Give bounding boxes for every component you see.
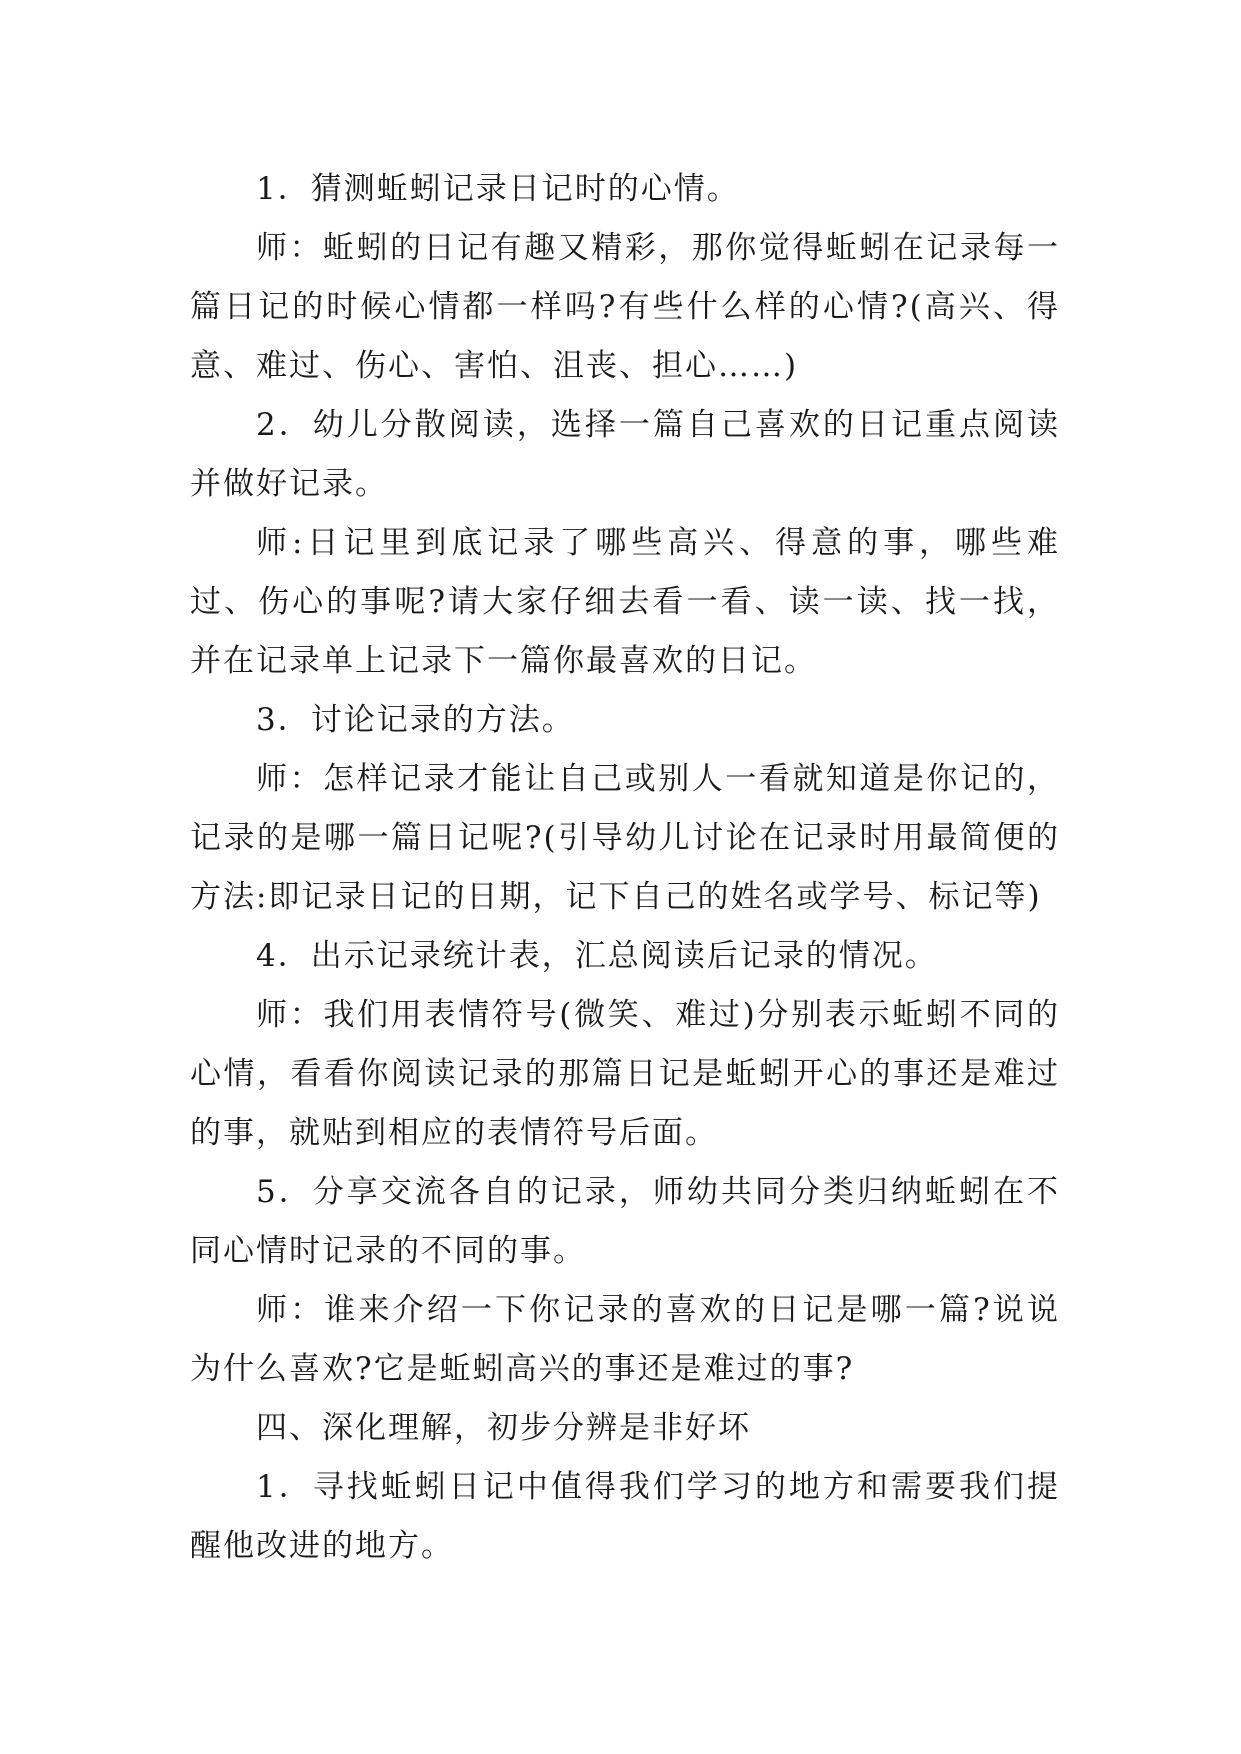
paragraph-teacher-mood-question: 师：蚯蚓的日记有趣又精彩，那你觉得蚯蚓在记录每一篇日记的时候心情都一样吗?有些什么样的心情?(高兴、得意、难过、伤心、害怕、沮丧、担心……) — [190, 230, 1060, 384]
paragraph-find-lessons: 1．寻找蚯蚓日记中值得我们学习的地方和需要我们提醒他改进的地方。 — [190, 1469, 1060, 1564]
paragraph-scattered-reading: 2．幼儿分散阅读，选择一篇自己喜欢的日记重点阅读并做好记录。 — [190, 407, 1060, 502]
paragraph-teacher-emoji-instructions: 师：我们用表情符号(微笑、难过)分别表示蚯蚓不同的心情，看看你阅读记录的那篇日记是蚯蚓开心的事还是难过的事，就贴到相应的表情符号后面。 — [190, 997, 1060, 1151]
paragraph-guess-mood: 1．猜测蚯蚓记录日记时的心情。 — [256, 171, 740, 207]
paragraph-show-table: 4．出示记录统计表，汇总阅读后记录的情况。 — [256, 938, 938, 974]
paragraph-share-records: 5．分享交流各自的记录，师幼共同分类归纳蚯蚓在不同心情时记录的不同的事。 — [190, 1174, 1060, 1269]
paragraph-teacher-reading-prompt: 师:日记里到底记录了哪些高兴、得意的事，哪些难过、伤心的事呢?请大家仔细去看一看、读一读、找一找，并在记录单上记录下一篇你最喜欢的日记。 — [190, 525, 1060, 679]
document-body — [190, 160, 1060, 1576]
section-heading-deepen-understanding: 四、深化理解，初步分辨是非好坏 — [256, 1410, 751, 1446]
paragraph-teacher-share-question: 师：谁来介绍一下你记录的喜欢的日记是哪一篇?说说为什么喜欢?它是蚯蚓高兴的事还是难过的事? — [190, 1292, 1060, 1387]
paragraph-discuss-method: 3．讨论记录的方法。 — [256, 702, 575, 738]
paragraph-teacher-method-question: 师：怎样记录才能让自己或别人一看就知道是你记的，记录的是哪一篇日记呢?(引导幼儿讨论在记录时用最简便的方法:即记录日记的日期，记下自己的姓名或学号、标记等) — [190, 761, 1060, 915]
